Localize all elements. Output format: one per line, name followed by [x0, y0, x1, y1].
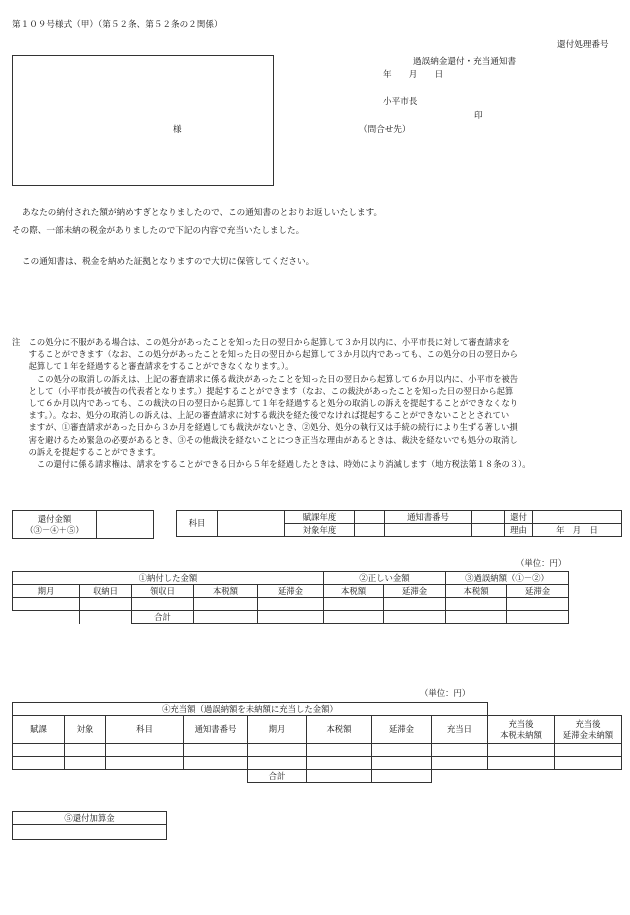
col-late-fee: 延滞金 — [507, 585, 569, 598]
col-period: 期月 — [13, 585, 80, 598]
seal-mark: 印 — [474, 111, 483, 121]
note-line: ます。）。なお、処分の取消しの訴えは、上記の審査請求に対する裁決を経た後でなければ提起することができないこととされてい — [12, 410, 510, 421]
unit-label-1: （単位：円） — [516, 558, 567, 568]
note-line: 注 この処分に不服がある場合は、この処分があったことを知った日の翌日から起算して３か月以内に、小平市長に対して審査請求を — [12, 337, 510, 347]
subject-value — [218, 511, 285, 537]
col-after-principal-unpaid: 充当後 本税未納額 — [488, 716, 555, 744]
col-late-fee: 延滞金 — [372, 716, 432, 744]
col-target: 対象 — [65, 716, 106, 744]
contact-label: （問合せ先） — [359, 125, 411, 135]
notice-title: 過誤納金還付・充当通知書 — [413, 57, 517, 67]
note-line: の訴えを提起することができます。 — [12, 446, 161, 457]
refund-amount-value — [97, 511, 154, 539]
note-line: この還付に係る請求権は、請求をすることができる日から５年を経過したときは、時効により消滅します（地方税法第１８条の３）。 — [12, 459, 531, 470]
col-principal: 本税額 — [307, 716, 372, 744]
body-line-1: あなたの納付された額が納めすぎとなりましたので、この通知書のとおりお返しいたします。 — [22, 208, 383, 218]
note-line: 害を避けるため緊急の必要があるとき、③その他裁決を経ないことにつき正当な理由があるときは、裁決を経ないでも処分の取消し — [12, 434, 518, 445]
total-label: 合計 — [248, 770, 307, 783]
legal-note — [12, 336, 624, 470]
note-line: 起算して１年を経過すると審査請求をすることができなくなります。）。 — [12, 361, 294, 372]
note-line: することができます（なお、この処分があったことを知った日の翌日から起算して３か月以内であっても、この処分の日の翌日から — [12, 349, 518, 360]
refund-interest-value — [13, 825, 167, 840]
subject-label: 科目 — [177, 511, 218, 537]
col-subject: 科目 — [106, 716, 184, 744]
col-received-date: 領収日 — [132, 585, 194, 598]
col-late-fee: 延滞金 — [258, 585, 324, 598]
refund-interest-title: ⑤還付加算金 — [13, 812, 167, 825]
refund-reason-value — [533, 511, 622, 524]
target-year-label: 対象年度 — [285, 524, 355, 537]
unit-label-2: （単位：円） — [420, 688, 471, 698]
col-principal: 本税額 — [324, 585, 384, 598]
col-late-fee: 延滞金 — [384, 585, 446, 598]
note-line: として（小平市長が被告の代表者となります。）提起することができます（なお、この裁決があったことを知った日の翌日から起算 — [12, 385, 514, 396]
body-line-3: この通知書は、税金を納めた証拠となりますので大切に保管してください。 — [22, 257, 315, 267]
tax-year-label: 賦課年度 — [285, 511, 355, 524]
table-row — [13, 744, 622, 757]
refund-number-label: 還付処理番号 — [557, 40, 609, 50]
refund-label: 還付 — [505, 511, 533, 524]
refund-interest-table — [12, 811, 167, 840]
notice-number-value-3 — [472, 524, 505, 537]
note-line: ますが、①審査請求があった日から３か月を経過しても裁決がないとき、②処分、処分の執行又は手続の続行により生ずる著しい損 — [12, 422, 518, 433]
refund-amount-label: 還付金額 （③－④＋⑤） — [13, 511, 97, 539]
target-year-value — [355, 524, 385, 537]
table-row — [13, 757, 622, 770]
col-receipt-date: 収納日 — [80, 585, 132, 598]
refund-date: 年 月 日 — [533, 524, 622, 537]
reason-label: 理由 — [505, 524, 533, 537]
col-principal: 本税額 — [194, 585, 258, 598]
col-period: 期月 — [248, 716, 307, 744]
refund-amount-table — [12, 510, 154, 539]
honorific: 様 — [173, 125, 182, 135]
col-notice-number: 通知書番号 — [184, 716, 248, 744]
tax-year-value — [355, 511, 385, 524]
note-line: この処分の取消しの訴えは、上記の審査請求に係る裁決があったことを知った日の翌日から起算して６か月以内に、小平市を被告 — [12, 373, 519, 384]
col-principal: 本税額 — [446, 585, 507, 598]
notice-number-label: 通知書番号 — [385, 511, 472, 524]
notice-number-value — [472, 511, 505, 524]
total-label: 合計 — [132, 611, 194, 624]
applied-amount-table — [12, 702, 622, 783]
paid-amount-header: ①納付した金額 — [13, 572, 324, 585]
col-after-late-fee-unpaid: 充当後 延滞金未納額 — [555, 716, 622, 744]
notice-number-value-2 — [385, 524, 472, 537]
col-assessment: 賦課 — [13, 716, 65, 744]
note-line: して６か月以内であっても、この裁決の日の翌日から起算して１年を経過すると処分の取消しの訴えを提起することができなくなり — [12, 398, 519, 409]
applied-amount-title: ④充当額（過誤納額を未納額に充当した金額） — [13, 703, 488, 716]
form-number: 第１０９号様式（甲）（第５２条、第５２条の２関係） — [12, 20, 223, 30]
notice-date: 年 月 日 — [383, 70, 444, 80]
table-row — [13, 770, 622, 783]
table-row — [13, 611, 569, 624]
paid-amount-table — [12, 571, 569, 624]
correct-amount-header: ②正しい金額 — [324, 572, 446, 585]
table-row — [13, 598, 569, 611]
body-line-2: その際、一部未納の税金がありましたので下記の内容で充当いたしました。 — [12, 226, 305, 236]
address-box — [12, 55, 274, 186]
summary-table — [176, 510, 622, 537]
col-applied-date: 充当日 — [432, 716, 488, 744]
mayor-name: 小平市長 — [383, 97, 418, 107]
overpaid-amount-header: ③過誤納額（①－②） — [446, 572, 569, 585]
